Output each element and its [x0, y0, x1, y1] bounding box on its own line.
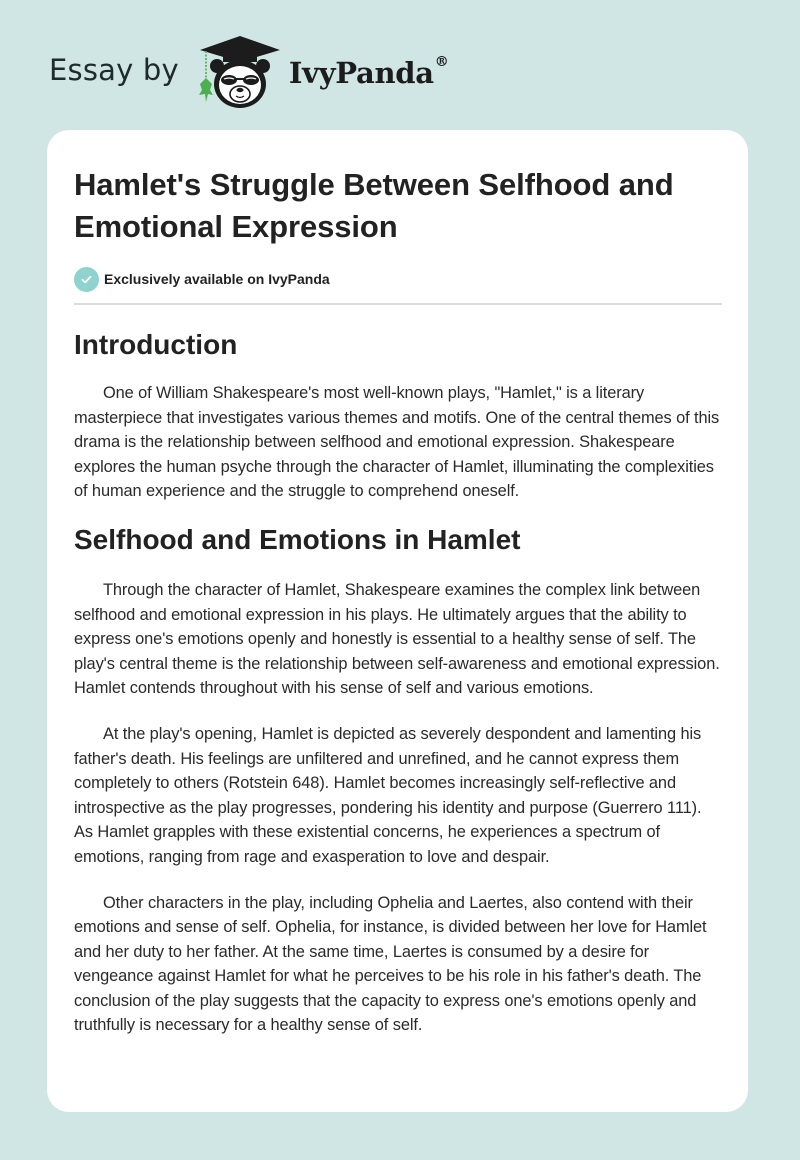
exclusive-label: Exclusively available on IvyPanda: [104, 271, 330, 287]
section-heading: Selfhood and Emotions in Hamlet: [74, 523, 521, 555]
section-heading: Introduction: [74, 329, 238, 360]
check-circle-icon: [74, 267, 99, 292]
panda-logo-icon[interactable]: [197, 34, 283, 110]
section-selfhood-emotions: [74, 523, 722, 1038]
exclusive-badge: [74, 266, 722, 292]
essay-card: [47, 130, 748, 1112]
paragraph: Through the character of Hamlet, Shakespeare examines the complex link between selfhood and emotional expression in his plays. He ultimately argues that the ability to express one's emotions openly and honestly is essential to a healthy sense of self. The play's central theme is the relationship between self-awareness and emotional expression. Hamlet contends throughout with his sense of self and various emotions.: [74, 580, 720, 698]
site-header: [49, 34, 448, 110]
paragraph: One of William Shakespeare's most well-known plays, "Hamlet," is a literary masterpiece that investigates various themes and motifs. One of the central themes of this drama is the relationship between selfhood and emotional expression. Shakespeare explores the human psyche through the character of Hamlet, illuminating the complexities of human experience and the struggle to comprehend oneself.: [74, 384, 720, 501]
paragraph: At the play's opening, Hamlet is depicted as severely despondent and lamenting his father's death. His feelings are unfiltered and unrefined, and he cannot express them completely to others (Rotstein 648). Hamlet becomes increasingly self-reflective and introspective as the play progresses, pondering his identity and purpose (Guerrero 111). As Hamlet grapples with these existential concerns, he experiences a spectrum of emotions, ranging from rage and exasperation to love and despair.: [74, 724, 702, 866]
essay-by-label: Essay by: [49, 53, 179, 87]
essay-title: Hamlet's Struggle Between Selfhood and Emotional Expression: [74, 167, 674, 244]
paragraph: Other characters in the play, including Ophelia and Laertes, also contend with their emotions and sense of self. Ophelia, for instance, is divided between her love for Hamlet and her duty to her father. At the same time, Laertes is consumed by a desire for vengeance against Hamlet for what he perceives to be his role in his father's death. The conclusion of the play suggests that the capacity to express one's emotions openly and truthfully is necessary for a healthy sense of self.: [74, 893, 707, 1035]
section-introduction: [74, 328, 722, 504]
title-divider: [74, 303, 722, 305]
brand-name[interactable]: IvyPanda®: [288, 54, 449, 90]
